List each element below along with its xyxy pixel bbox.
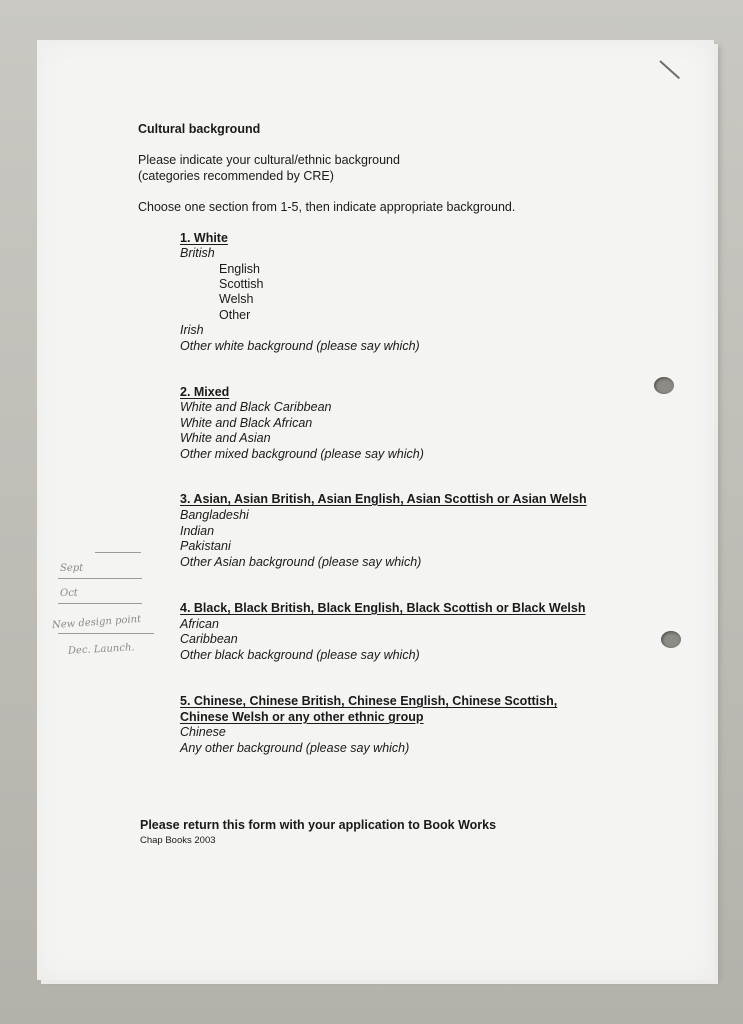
section-3-title: 3. Asian, Asian British, Asian English, Asian Scottish or Asian Welsh <box>180 492 587 506</box>
option-welsh: Welsh <box>219 292 254 306</box>
pencil-line <box>58 633 154 634</box>
option-scottish: Scottish <box>219 277 264 291</box>
option-other-mixed: Other mixed background (please say which) <box>180 447 424 461</box>
intro-line-2: (categories recommended by CRE) <box>138 169 334 183</box>
pencil-line <box>58 603 142 604</box>
handwriting-sept: Sept <box>60 563 84 574</box>
footer-credit: Chap Books 2003 <box>140 835 216 846</box>
option-white-black-caribbean: White and Black Caribbean <box>180 400 332 414</box>
pencil-line <box>95 552 141 553</box>
option-indian: Indian <box>180 524 215 538</box>
intro-line-1: Please indicate your cultural/ethnic background <box>138 153 400 167</box>
option-irish: Irish <box>180 323 204 337</box>
section-5-title-line-1: 5. Chinese, Chinese British, Chinese English, Chinese Scottish, <box>180 694 558 708</box>
pencil-line <box>58 578 142 579</box>
option-british: British <box>180 246 215 260</box>
option-other-white: Other white background (please say which) <box>180 339 420 353</box>
option-chinese: Chinese <box>180 725 226 739</box>
option-other-asian: Other Asian background (please say which) <box>180 555 422 569</box>
instruction: Choose one section from 1-5, then indicate appropriate background. <box>138 200 516 214</box>
section-5-title-line-2: Chinese Welsh or any other ethnic group <box>180 710 424 724</box>
section-1-title: 1. White <box>180 231 228 245</box>
option-english: English <box>219 262 260 276</box>
option-other: Other <box>219 308 251 322</box>
section-4-title: 4. Black, Black British, Black English, Black Scottish or Black Welsh <box>180 601 586 615</box>
handwriting-oct: Oct <box>60 588 78 599</box>
option-white-asian: White and Asian <box>180 431 271 445</box>
option-african: African <box>180 617 219 631</box>
handwriting-new-design-point: New design point <box>51 613 142 632</box>
option-caribbean: Caribbean <box>180 632 238 646</box>
option-any-other: Any other background (please say which) <box>180 741 410 755</box>
section-2-title: 2. Mixed <box>180 385 230 399</box>
form-heading: Cultural background <box>138 122 261 136</box>
option-white-black-african: White and Black African <box>180 416 313 430</box>
option-pakistani: Pakistani <box>180 539 231 553</box>
footer-return-note: Please return this form with your application to Book Works <box>140 818 497 832</box>
option-other-black: Other black background (please say which) <box>180 648 420 662</box>
handwriting-dec-launch: Dec. Launch. <box>67 642 135 657</box>
option-bangladeshi: Bangladeshi <box>180 508 249 522</box>
